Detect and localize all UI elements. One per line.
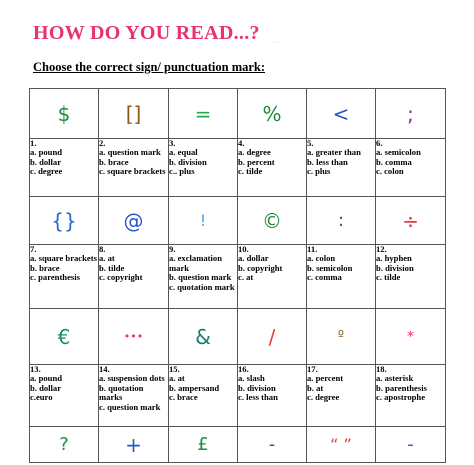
symbol-cell: [307, 197, 376, 245]
answer-option[interactable]: a. exclamation mark: [169, 253, 222, 273]
symbol-cell: [307, 89, 376, 139]
symbol-glyph: -: [407, 433, 414, 455]
answer-option[interactable]: c. quotation mark: [169, 281, 235, 292]
symbol-cell: [307, 309, 376, 365]
answer-option[interactable]: c. at: [238, 272, 254, 283]
question-cell: [169, 365, 238, 427]
answer-option[interactable]: b. copyright: [238, 262, 283, 273]
question-number: 2.: [99, 138, 106, 148]
question-number: 7.: [30, 244, 37, 254]
answer-option[interactable]: b. division: [376, 262, 414, 273]
symbol-cell: [376, 427, 446, 463]
symbol-cell: [99, 197, 169, 245]
answer-option[interactable]: c. tilde: [238, 166, 263, 177]
symbol-glyph: :: [337, 209, 345, 231]
symbol-cell: [169, 89, 238, 139]
answer-option[interactable]: b. semicolon: [307, 262, 353, 273]
answer-option[interactable]: b. quotation marks: [99, 382, 144, 403]
answer-option[interactable]: a. question mark: [99, 147, 161, 158]
symbol-glyph: =: [194, 101, 212, 126]
question-number: 11.: [307, 244, 318, 254]
answer-option[interactable]: c. apostrophe: [376, 392, 426, 403]
question-number: 8.: [99, 244, 106, 254]
answer-option[interactable]: a. dollar: [238, 253, 269, 264]
answer-option[interactable]: c. plus: [307, 166, 331, 177]
symbol-glyph: -: [268, 433, 276, 455]
symbol-glyph: ©: [262, 208, 282, 233]
answer-option[interactable]: b. tilde: [99, 262, 125, 273]
answer-option[interactable]: a. asterisk: [376, 373, 414, 384]
question-cell: [376, 139, 446, 197]
symbol-glyph: %: [262, 101, 282, 126]
symbol-cell: [169, 309, 238, 365]
symbol-glyph: $: [57, 101, 71, 126]
answer-option[interactable]: a. percent: [307, 373, 344, 384]
symbol-glyph: ?: [59, 433, 69, 455]
answer-option[interactable]: c. colon: [376, 166, 404, 177]
answer-option[interactable]: a. at: [169, 373, 185, 384]
question-number: 14.: [99, 364, 110, 374]
symbol-glyph: £: [197, 433, 209, 455]
answer-option[interactable]: c. brace: [169, 392, 198, 403]
instruction-text: Choose the correct sign/ punctuation mark:: [33, 60, 266, 74]
question-number: 10.: [238, 244, 249, 254]
symbol-glyph: @: [123, 208, 144, 233]
answer-option[interactable]: b. dollar: [30, 382, 62, 393]
question-number: 6.: [376, 138, 383, 148]
question-cell: [307, 245, 376, 309]
answer-option[interactable]: c. copyright: [99, 272, 143, 283]
question-cell: [99, 365, 169, 427]
question-cell: [238, 139, 307, 197]
symbol-glyph: €: [57, 324, 71, 349]
symbol-cell: [238, 89, 307, 139]
answer-option[interactable]: c. question mark: [99, 401, 161, 412]
symbol-glyph: /: [268, 324, 276, 349]
answer-option[interactable]: c. square brackets: [99, 166, 166, 177]
question-number: 16.: [238, 364, 249, 374]
symbol-cell: [238, 197, 307, 245]
symbol-cell: [99, 309, 169, 365]
question-number: 13.: [30, 364, 41, 374]
question-cell: [30, 139, 99, 197]
symbol-cell: [169, 427, 238, 463]
question-number: 3.: [169, 138, 176, 148]
answer-option[interactable]: a. at: [99, 253, 115, 264]
answer-option[interactable]: b. dollar: [30, 156, 62, 167]
answer-option[interactable]: b. less than: [307, 156, 348, 167]
answer-option[interactable]: b. question mark: [169, 272, 232, 283]
question-number: 17.: [307, 364, 318, 374]
answer-option[interactable]: c. degree: [30, 166, 63, 177]
answer-option[interactable]: a. colon: [307, 253, 336, 264]
symbol-glyph: º: [337, 329, 345, 344]
answer-option[interactable]: c. tilde: [376, 272, 401, 283]
answer-option[interactable]: c. comma: [307, 272, 342, 283]
question-number: 4.: [238, 138, 245, 148]
answer-option[interactable]: b. comma: [376, 156, 412, 167]
symbol-glyph: +: [125, 432, 142, 457]
symbol-cell: [376, 197, 446, 245]
symbol-glyph: <: [332, 101, 350, 126]
symbol-glyph: ÷: [402, 208, 419, 233]
symbol-glyph: *: [407, 328, 414, 345]
question-cell: [169, 245, 238, 309]
answer-option[interactable]: a. slash: [238, 373, 265, 384]
answer-option[interactable]: c. less than: [238, 392, 278, 403]
question-number: 9.: [169, 244, 176, 254]
answer-option[interactable]: a. square brackets: [30, 253, 97, 264]
answer-option[interactable]: a. semicolon: [376, 147, 421, 158]
question-number: 1.: [30, 138, 37, 148]
question-cell: [376, 245, 446, 309]
answer-option[interactable]: b. brace: [99, 156, 129, 167]
answer-option[interactable]: b. division: [238, 382, 276, 393]
symbol-cell: [376, 309, 446, 365]
symbol-glyph: •••: [123, 330, 144, 343]
question-cell: [376, 365, 446, 427]
answer-option[interactable]: a. pound: [30, 373, 63, 384]
answer-option[interactable]: c.. plus: [169, 166, 195, 177]
symbol-cell: [99, 427, 169, 463]
answer-option[interactable]: b. ampersand: [169, 382, 220, 393]
symbol-cell: [30, 89, 99, 139]
question-cell: [30, 245, 99, 309]
answer-option[interactable]: c. parenthesis: [30, 272, 80, 283]
title-watermark: ·····: [274, 40, 281, 45]
answer-option[interactable]: c.euro: [30, 392, 53, 403]
question-number: 12.: [376, 244, 387, 254]
symbol-cell: [30, 197, 99, 245]
question-cell: [238, 245, 307, 309]
symbol-cell: [307, 427, 376, 463]
symbol-cell: [169, 197, 238, 245]
symbol-glyph: !: [199, 210, 207, 230]
question-cell: [30, 365, 99, 427]
question-number: 18.: [376, 364, 387, 374]
question-cell: [99, 139, 169, 197]
symbol-cell: [238, 309, 307, 365]
answer-option[interactable]: b. percent: [238, 156, 275, 167]
worksheet-grid: [29, 88, 446, 463]
answer-option[interactable]: b. brace: [30, 262, 60, 273]
answer-option[interactable]: a. hyphen: [376, 253, 412, 264]
answer-option[interactable]: a. equal: [169, 147, 198, 158]
question-number: 15.: [169, 364, 180, 374]
symbol-glyph: {}: [51, 208, 77, 233]
symbol-cell: [30, 427, 99, 463]
answer-option[interactable]: b. at: [307, 382, 324, 393]
symbol-glyph: []: [125, 101, 142, 126]
page-title: HOW DO YOU READ...?: [33, 22, 260, 44]
question-cell: [307, 139, 376, 197]
answer-option[interactable]: b. division: [169, 156, 207, 167]
question-number: 5.: [307, 138, 314, 148]
symbol-glyph: ;: [407, 101, 414, 126]
question-cell: [99, 245, 169, 309]
question-cell: [307, 365, 376, 427]
question-cell: [238, 365, 307, 427]
symbol-cell: [99, 89, 169, 139]
answer-option[interactable]: a. greater than: [307, 147, 361, 158]
symbol-cell: [238, 427, 307, 463]
answer-option[interactable]: c. degree: [307, 392, 340, 403]
symbol-cell: [30, 309, 99, 365]
answer-option[interactable]: b. parenthesis: [376, 382, 427, 393]
symbol-cell: [376, 89, 446, 139]
symbol-glyph: &: [195, 324, 211, 349]
answer-option[interactable]: a. degree: [238, 147, 271, 158]
answer-option[interactable]: a. suspension dots: [99, 373, 165, 384]
symbol-glyph: “ ”: [330, 434, 352, 454]
answer-option[interactable]: a. pound: [30, 147, 63, 158]
question-cell: [169, 139, 238, 197]
